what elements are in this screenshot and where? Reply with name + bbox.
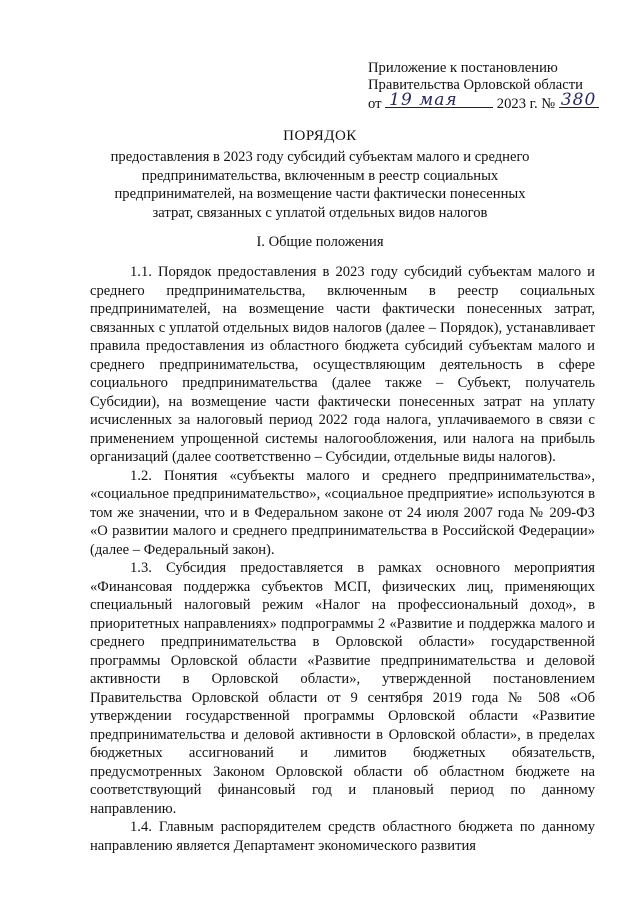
paragraph: 1.3. Субсидия предоставляется в рамках основного мероприятия «Финансовая поддержка субъектов МСП, физических лиц, применяющих специальный налоговый режим «Налог на профессиональный доход», в приоритетных направлениях» подпрограммы 2 «Развитие и поддержка малого и среднего предпринимательства в Орловской области» государственной программы Орловской области «Развитие предпринимательства и деловой активности в Орловской области», утвержденной постановлением Правительства Орловской области от 9 сентября 2019 года № 508 «Об утверждении государственной программы Орловской области «Развитие предпринимательства и деловой активности в Орловской области», в пределах бюджетных ассигнований и лимитов бюджетных обязательств, предусмотренных Законом Орловской области об областном бюджете на соответствующий финансовый год и плановый период по данному направлению. <box>90 560 595 817</box>
number-blank <box>559 90 599 110</box>
paragraph: 1.1. Порядок предоставления в 2023 году субсидий субъектам малого и среднего предпринимательства, включенным в реестр социальных предпринимателей, на возмещение части фактически понесенных затрат, связанных с уплатой отдельных видов налогов (далее – Порядок), устанавливает правила предоставления из областного бюджета субсидий субъектам малого и среднего предпринимательства, осуществляющим деятельность в сфере социального предпринимательства (далее также – Субъект, получатель Субсидии), на возмещение части фактически понесенных затрат на уплату исчисленных за налоговый период 2022 года налога, уплачиваемого в связи с применением упрощенной системы налогообложения, или налога на прибыль организаций (далее соответственно – Субсидии, отдельные виды налогов). <box>90 264 595 465</box>
annex-line-2: Правительства Орловской области <box>368 77 583 93</box>
section-heading: I. Общие положения <box>256 234 384 250</box>
handwritten-number: 380 <box>560 90 597 110</box>
paragraph: 1.2. Понятия «субъекты малого и среднего предпринимательства», «социальное предпринимательство», «социальное предприятие» используются в том же значении, что и в Федеральном законе от 24 июля 2007 года № 209-ФЗ «О развитии малого и среднего предпринимательства в Российской Федерации» (далее – Федеральный закон). <box>90 467 595 558</box>
paragraph: 1.4. Главным распорядителем средств областного бюджета по данному направлению является Департамент экономического развития <box>90 819 595 854</box>
annex-block <box>368 60 618 113</box>
document-title: ПОРЯДОК <box>283 128 357 144</box>
annex-date-prefix: от <box>368 96 382 112</box>
annex-line-1: Приложение к постановлению <box>368 60 558 76</box>
handwritten-date: 19 мая <box>389 90 458 110</box>
annex-date-line <box>368 90 618 113</box>
date-blank <box>385 90 493 110</box>
document-subtitle: предоставления в 2023 году субсидий субъектам малого и среднего предпринимательства, включенным в реестр социальных предпринимателей, на возмещение части фактически понесенных затрат, связанных с уплатой отдельных видов налогов <box>110 149 530 221</box>
document-body <box>90 263 595 855</box>
annex-date-mid: 2023 г. № <box>496 96 556 112</box>
